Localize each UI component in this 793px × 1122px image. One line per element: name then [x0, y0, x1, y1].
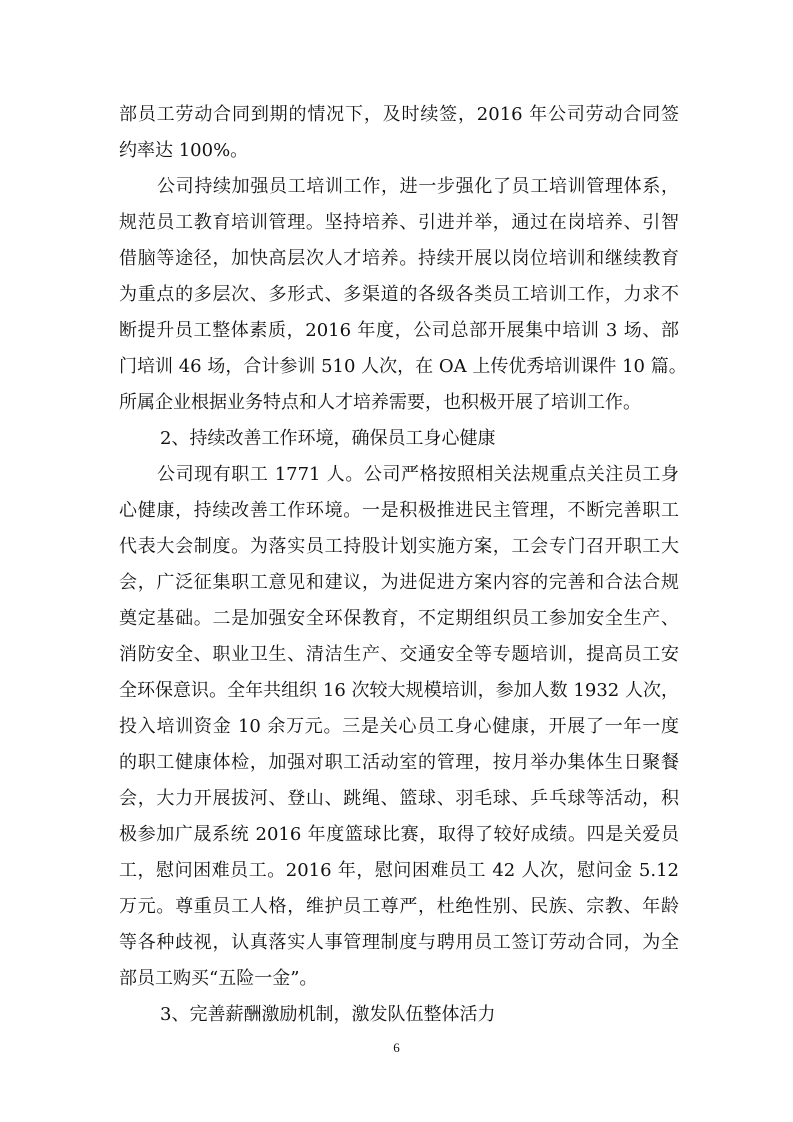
- text-line-4: 规范员工教育培训管理。坚持培养、引进并举，通过在岗培养、引智: [119, 212, 679, 233]
- text-line-23: 万元。尊重员工人格，维护员工尊严，杜绝性别、民族、宗教、年龄: [119, 896, 679, 917]
- text-line-19: 的职工健康体检，加强对职工活动室的管理，按月举办集体生日聚餐: [119, 752, 679, 773]
- text-line-12: 心健康，持续改善工作环境。一是积极推进民主管理，不断完善职工: [119, 500, 679, 521]
- text-line-18: 投入培训资金 10 余万元。三是关心员工身心健康，开展了一年一度: [119, 716, 679, 737]
- text-line-25: 部员工购买“五险一金”。: [119, 968, 318, 989]
- text-line-2: 约率达 100%。: [119, 140, 249, 161]
- text-line-14: 会，广泛征集职工意见和建议，为进促进方案内容的完善和合法合规: [119, 572, 679, 593]
- text-line-13: 代表大会制度。为落实员工持股计划实施方案，工会专门召开职工大: [119, 536, 679, 557]
- text-line-6: 为重点的多层次、多形式、多渠道的各级各类员工培训工作，力求不: [119, 284, 679, 305]
- text-line-24: 等各种歧视，认真落实人事管理制度与聘用员工签订劳动合同，为全: [119, 932, 679, 953]
- text-line-8: 门培训 46 场，合计参训 510 人次，在 OA 上传优秀培训课件 10 篇。: [119, 356, 687, 377]
- text-line-7: 断提升员工整体素质，2016 年度，公司总部开展集中培训 3 场、部: [119, 320, 679, 341]
- text-line-17: 全环保意识。全年共组织 16 次较大规模培训，参加人数 1932 人次，: [119, 680, 679, 701]
- paragraph-start-environment: 公司现有职工 1771 人。公司严格按照相关法规重点关注员工身: [157, 464, 679, 485]
- text-line-9: 所属企业根据业务特点和人才培养需要，也积极开展了培训工作。: [119, 392, 641, 413]
- text-line-15: 奠定基础。二是加强安全环保教育，不定期组织员工参加安全生产、: [119, 608, 679, 629]
- text-line-21: 极参加广晟系统 2016 年度篮球比赛，取得了较好成绩。四是关爱员: [119, 824, 679, 845]
- text-line-22: 工，慰问困难员工。2016 年，慰问困难员工 42 人次，慰问金 5.12: [119, 860, 679, 881]
- text-line-16: 消防安全、职业卫生、清洁生产、交通安全等专题培训，提高员工安: [119, 644, 679, 665]
- paragraph-start-training: 公司持续加强员工培训工作，进一步强化了员工培训管理体系，: [157, 176, 679, 197]
- text-line-1: 部员工劳动合同到期的情况下，及时续签，2016 年公司劳动合同签: [119, 104, 679, 125]
- page-number: 6: [393, 1040, 400, 1055]
- text-line-5: 借脑等途径，加快高层次人才培养。持续开展以岗位培训和继续教育: [119, 248, 679, 269]
- section-heading-3: 3、完善薪酬激励机制，激发队伍整体活力: [160, 1004, 496, 1025]
- text-line-20: 会，大力开展拔河、登山、跳绳、篮球、羽毛球、乒乓球等活动，积: [119, 788, 679, 809]
- section-heading-2: 2、持续改善工作环境，确保员工身心健康: [160, 428, 496, 449]
